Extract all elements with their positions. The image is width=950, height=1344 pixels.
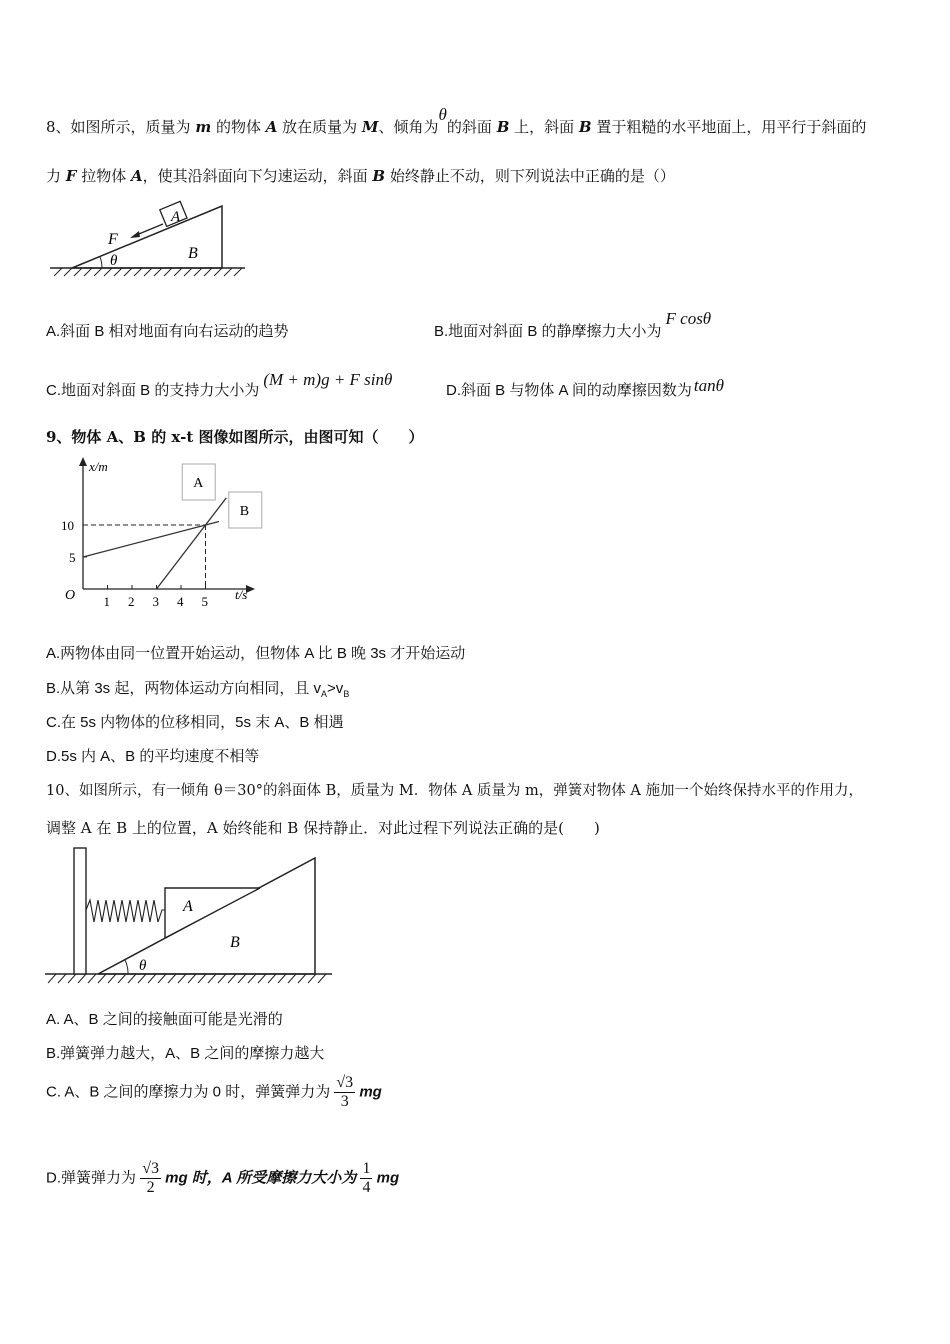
text: A.斜面 B 相对地面有向右运动的趋势 xyxy=(46,323,289,340)
text: D.弹簧弹力为 xyxy=(46,1169,137,1187)
text: C. A、B 之间的摩擦力为 0 时，弹簧弹力为 xyxy=(46,1083,331,1101)
series-label-B: B xyxy=(239,504,250,519)
text: 始终静止不动，则下列说法中正确的是（） xyxy=(385,167,675,185)
q10-stem-line2 xyxy=(46,817,600,838)
text: 的物体 xyxy=(211,118,266,136)
q10-option-D xyxy=(46,1160,399,1197)
fraction xyxy=(334,1074,355,1111)
label-theta: θ xyxy=(110,253,118,269)
q9-option-C xyxy=(46,711,344,732)
x-tick-label: 5 xyxy=(201,594,208,609)
text: A.两物体由同一位置开始运动，但物体 A 比 B 晚 3s 才开始运动 xyxy=(46,645,466,662)
wall xyxy=(74,848,86,974)
denominator: 3 xyxy=(340,1093,349,1110)
text: mg 时，A 所受摩擦力大小为 xyxy=(165,1169,357,1187)
block-A xyxy=(165,888,260,938)
series-line-B xyxy=(83,521,219,557)
var-A: A xyxy=(130,167,143,185)
denominator: 2 xyxy=(146,1179,155,1196)
label-B: B xyxy=(188,245,198,262)
denominator: 4 xyxy=(362,1179,371,1196)
q10-spring-incline-diagram xyxy=(40,842,340,990)
fraction xyxy=(360,1160,372,1197)
q8-option-D xyxy=(446,376,724,400)
text: 、倾角为 xyxy=(378,118,439,136)
q9-option-B xyxy=(46,677,349,699)
q9-option-D xyxy=(46,745,259,766)
var-A: A xyxy=(265,118,278,136)
q8-option-C xyxy=(46,370,393,400)
text: 拉物体 xyxy=(76,167,131,185)
q9-option-A xyxy=(46,642,465,663)
spring xyxy=(86,900,166,922)
text: 的斜面 xyxy=(446,118,497,136)
q10-stem-line1 xyxy=(46,779,863,800)
text: 放在质量为 xyxy=(277,118,362,136)
ground-hatch xyxy=(48,974,326,983)
text: 10、如图所示，有一倾角 θ＝30°的斜面体 B，质量为 M．物体 A 质量为 m，弹簧对物体 A 施加一个始终保持水平的作用力， xyxy=(46,783,863,799)
text: 9、物体 A、B 的 x-t 图像如图所示，由图可知（ ） xyxy=(46,428,424,446)
label-A: A xyxy=(183,898,193,915)
fraction xyxy=(140,1160,161,1197)
series-line-A xyxy=(157,498,227,589)
subscript: A xyxy=(321,689,328,699)
numerator: √3 xyxy=(142,1160,159,1177)
ground-hatch xyxy=(54,268,242,276)
text: mg xyxy=(376,1169,400,1187)
q8-option-B xyxy=(434,309,712,341)
q10-option-B xyxy=(46,1042,324,1063)
text: B.弹簧弹力越大，A、B 之间的摩擦力越大 xyxy=(46,1045,325,1062)
y-tick-label: 10 xyxy=(61,518,74,533)
text: A. A、B 之间的接触面可能是光滑的 xyxy=(46,1011,283,1028)
q10-option-A xyxy=(46,1008,283,1029)
label-theta: θ xyxy=(139,958,147,974)
label-B: B xyxy=(230,934,240,951)
angle-arc xyxy=(125,960,128,974)
q10-option-C xyxy=(46,1074,382,1111)
var-M: M xyxy=(361,118,379,136)
x-tick-label: 3 xyxy=(152,594,159,609)
arrowhead-icon xyxy=(130,231,140,238)
var-F: F xyxy=(65,167,77,185)
y-tick-label: 5 xyxy=(69,550,76,565)
numerator: 1 xyxy=(362,1160,371,1177)
x-axis-arrow-icon xyxy=(246,585,255,593)
text: ，使其沿斜面向下匀速运动，斜面 xyxy=(142,167,373,185)
var-B: B xyxy=(496,118,510,136)
text: B.从第 3s 起，两物体运动方向相同，且 v xyxy=(46,680,322,697)
q9-stem xyxy=(46,426,423,447)
incline-B xyxy=(72,206,222,268)
text: 置于粗糙的水平地面上，用平行于斜面的 xyxy=(591,118,867,136)
text: 上，斜面 xyxy=(509,118,579,136)
label-A: A xyxy=(171,209,181,225)
text: mg xyxy=(359,1083,382,1101)
origin-label: O xyxy=(65,588,76,603)
text: D.5s 内 A、B 的平均速度不相等 xyxy=(46,748,260,765)
series-label-A: A xyxy=(193,476,204,491)
var-B: B xyxy=(372,167,386,185)
q8-incline-diagram xyxy=(40,198,250,282)
formula: tanθ xyxy=(693,376,724,395)
angle-arc xyxy=(100,257,102,268)
q9-xt-chart xyxy=(55,455,265,613)
formula: F cosθ xyxy=(665,309,712,328)
var-m: m xyxy=(195,118,212,136)
q8-stem-line1 xyxy=(46,105,867,137)
x-tick-label: 1 xyxy=(103,594,110,609)
text: 力 xyxy=(46,167,66,185)
label-F: F xyxy=(108,231,118,248)
text: C.在 5s 内物体的位移相同，5s 末 A、B 相遇 xyxy=(46,714,344,731)
text: B.地面对斜面 B 的静摩擦力大小为 xyxy=(434,323,662,340)
y-axis-arrow-icon xyxy=(79,457,87,466)
x-axis-label: t/s xyxy=(235,587,248,602)
x-tick-label: 4 xyxy=(177,594,184,609)
numerator: √3 xyxy=(336,1074,354,1091)
text: D.斜面 B 与物体 A 间的动摩擦因数为 xyxy=(446,382,692,399)
var-B: B xyxy=(578,118,592,136)
y-axis-label: x/m xyxy=(89,459,108,474)
text: >v xyxy=(327,680,344,697)
formula: (M + m)g + F sinθ xyxy=(263,370,393,389)
text: 8、如图所示，质量为 xyxy=(46,118,196,136)
var-theta: θ xyxy=(438,105,447,124)
text: C.地面对斜面 B 的支持力大小为 xyxy=(46,382,260,399)
x-tick-label: 2 xyxy=(128,594,135,609)
subscript: B xyxy=(343,689,350,699)
q8-stem-line2 xyxy=(46,165,675,186)
q8-option-A xyxy=(46,320,289,341)
text: 调整 A 在 B 上的位置，A 始终能和 B 保持静止．对此过程下列说法正确的是( ) xyxy=(46,819,600,837)
